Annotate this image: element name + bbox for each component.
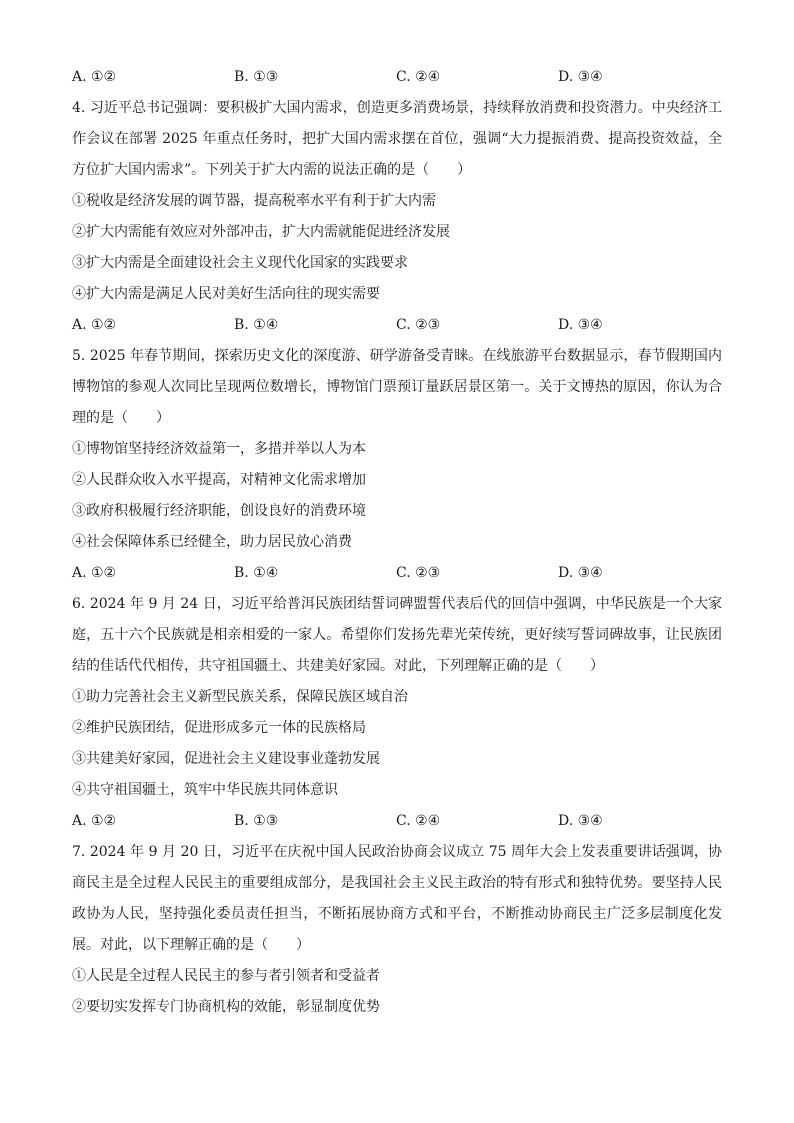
q6-option-b: B. ①③ <box>234 813 279 829</box>
q5-option-c: C. ②③ <box>396 565 441 581</box>
q5-option-b: B. ①④ <box>234 565 279 581</box>
q4-options <box>72 310 722 341</box>
q5-option-a: A. ①② <box>72 565 117 581</box>
q3-option-d: D. ③④ <box>558 69 603 85</box>
q6-option-c: C. ②④ <box>396 813 441 829</box>
q5-options <box>72 558 722 589</box>
q4-stem: 4. 习近平总书记强调：要积极扩大国内需求，创造更多消费场景，持续释放消费和投资潜力。中央经济工作会议在部署 2025 年重点任务时，把扩大国内需求摆在首位，强调“大力提振消费、提高投资效益，全方位扩大国内需求”。下列关于扩大内需的说法正确的是（ ） <box>72 100 722 178</box>
q5-statement-3: ③政府积极履行经济职能，创设良好的消费环境 <box>72 503 366 519</box>
q4-statement-2: ②扩大内需能有效应对外部冲击，扩大内需就能促进经济发展 <box>72 224 450 240</box>
q4-statement-3: ③扩大内需是全面建设社会主义现代化国家的实践要求 <box>72 255 408 271</box>
q6-statement-4: ④共守祖国疆土，筑牢中华民族共同体意识 <box>72 782 338 798</box>
q3-option-b: B. ①③ <box>234 69 279 85</box>
q6-statement-1: ①助力完善社会主义新型民族关系，保障民族区域自治 <box>72 689 408 705</box>
q6-statement-2: ②维护民族团结，促进形成多元一体的民族格局 <box>72 720 366 736</box>
q6-option-d: D. ③④ <box>558 813 603 829</box>
question-list <box>72 62 722 1023</box>
q6-options <box>72 806 722 837</box>
q5-statement-2: ②人民群众收入水平提高，对精神文化需求增加 <box>72 472 366 488</box>
q3-options <box>72 62 722 93</box>
q5-stem: 5. 2025 年春节期间，探索历史文化的深度游、研学游备受青睐。在线旅游平台数据显示，春节假期国内博物馆的参观人次同比呈现两位数增长，博物馆门票预订量跃居景区第一。关于文博热的原因，你认为合理的是（ ） <box>72 348 722 426</box>
q7-statement-1: ①人民是全过程人民民主的参与者引领者和受益者 <box>72 968 380 984</box>
q4-option-d: D. ③④ <box>558 317 603 333</box>
q3-option-a: A. ①② <box>72 69 117 85</box>
q5-statement-4: ④社会保障体系已经健全，助力居民放心消费 <box>72 534 352 550</box>
q7-statement-2: ②要切实发挥专门协商机构的效能，彰显制度优势 <box>72 999 380 1015</box>
q4-statement-1: ①税收是经济发展的调节器，提高税率水平有利于扩大内需 <box>72 193 436 209</box>
q4-statement-4: ④扩大内需是满足人民对美好生活向往的现实需要 <box>72 286 380 302</box>
q4-option-c: C. ②③ <box>396 317 441 333</box>
q7-stem: 7. 2024 年 9 月 20 日，习近平在庆祝中国人民政治协商会议成立 75 周年大会上发表重要讲话强调，协商民主是全过程人民民主的重要组成部分，是我国社会主义民主政治的特有形式和独特优势。要坚持人民政协为人民，坚持强化委员责任担当，不断拓展协商方式和平台，不断推动协商民主广泛多层制度化发展。对此，以下理解正确的是（ ） <box>72 844 722 953</box>
q6-statement-3: ③共建美好家园，促进社会主义建设事业蓬勃发展 <box>72 751 380 767</box>
q5-statement-1: ①博物馆坚持经济效益第一，多措并举以人为本 <box>72 441 366 457</box>
q4-option-b: B. ①④ <box>234 317 279 333</box>
q5-option-d: D. ③④ <box>558 565 603 581</box>
q6-stem: 6. 2024 年 9 月 24 日，习近平给普洱民族团结誓词碑盟誓代表后代的回信中强调，中华民族是一个大家庭，五十六个民族就是相亲相爱的一家人。希望你们发扬先辈光荣传统，更好续写誓词碑故事，让民族团结的佳话代代相传，共守祖国疆土、共建美好家园。对此，下列理解正确的是（ ） <box>72 596 722 674</box>
q3-option-c: C. ②④ <box>396 69 441 85</box>
q6-option-a: A. ①② <box>72 813 117 829</box>
q4-option-a: A. ①② <box>72 317 117 333</box>
